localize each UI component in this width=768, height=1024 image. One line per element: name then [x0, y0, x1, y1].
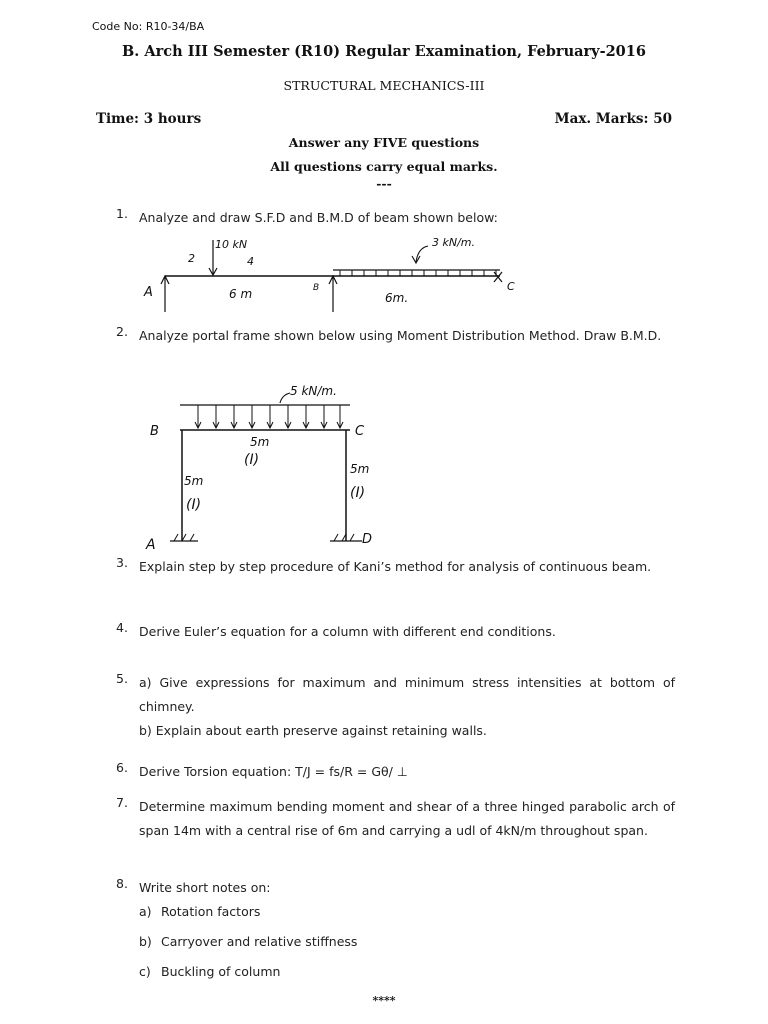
question-number: 3.: [116, 555, 128, 570]
right-column-length-label: 5m: [350, 462, 370, 476]
span-bc-label: 6m.: [385, 291, 409, 305]
exam-title: B. Arch III Semester (R10) Regular Examination, February-2016: [122, 43, 646, 60]
left-column-inertia-label: (I): [186, 497, 202, 513]
short-note-b: [139, 934, 357, 949]
distance-right-label: 4: [247, 255, 254, 268]
question-text: Analyze portal frame shown below using Moment Distribution Method. Draw B.M.D.: [139, 328, 662, 343]
question-text: Determine maximum bending moment and shear of a three hinged parabolic arch of span 14m with a central rise of 6m and carrying a udl of 4kN/m throughout span.: [139, 799, 675, 838]
right-column-inertia-label: (I): [350, 485, 366, 501]
question-number: 8.: [116, 876, 128, 891]
header-separator: ---: [376, 176, 392, 191]
question-text: Derive Euler’s equation for a column with different end conditions.: [139, 624, 556, 639]
udl-label: 3 kN/m.: [432, 236, 476, 249]
node-a-label: A: [146, 537, 156, 553]
distance-left-label: 2: [188, 252, 195, 265]
question-number: 6.: [116, 760, 128, 775]
node-b-label: B: [150, 424, 159, 439]
code-number: Code No: R10-34/BA: [92, 20, 205, 33]
question-text: a) Give expressions for maximum and minimum stress intensities at bottom of chimney.: [139, 675, 675, 714]
question-number: 4.: [116, 620, 128, 635]
support-b-label: B: [313, 283, 320, 293]
short-note-a: [139, 904, 260, 919]
time-allowed: Time: 3 hours: [96, 111, 202, 127]
support-c-label: C: [507, 280, 515, 293]
beam-diagram: [140, 232, 524, 316]
end-marker: ****: [372, 994, 396, 1007]
max-marks: Max. Marks: 50: [554, 111, 672, 127]
question-number: 5.: [116, 671, 128, 686]
item-label: a): [139, 904, 152, 919]
portal-frame-diagram: [140, 373, 394, 553]
short-note-c: [139, 964, 280, 979]
span-ab-label: 6 m: [229, 287, 253, 301]
item-label: c): [139, 964, 151, 979]
item-label: b): [139, 934, 152, 949]
question-number: 1.: [116, 206, 128, 221]
question-number: 7.: [116, 795, 128, 810]
support-a-label: A: [144, 285, 153, 300]
question-text: Write short notes on:: [139, 880, 271, 895]
item-text: Buckling of column: [161, 964, 281, 979]
question-number: 2.: [116, 324, 128, 339]
instruction-equal-marks: All questions carry equal marks.: [270, 159, 498, 174]
item-text: Carryover and relative stiffness: [161, 934, 358, 949]
left-column-length-label: 5m: [184, 474, 204, 488]
question-text: Explain step by step procedure of Kani’s method for analysis of continuous beam.: [139, 559, 652, 574]
question-text: Derive Torsion equation: T/J = fs/R = Gθ/ ⊥: [139, 764, 408, 779]
udl-leader: [280, 393, 290, 403]
question-5b: b) Explain about earth preserve against retaining walls.: [139, 723, 487, 738]
question-text: Analyze and draw S.F.D and B.M.D of beam shown below:: [139, 210, 498, 225]
node-c-label: C: [355, 424, 365, 439]
item-text: Rotation factors: [161, 904, 261, 919]
beam-length-label: 5m: [250, 435, 270, 449]
node-d-label: D: [362, 532, 373, 547]
point-load-label: 10 kN: [215, 238, 248, 251]
udl-label: 5 kN/m.: [290, 384, 337, 398]
instruction-answer-five: Answer any FIVE questions: [288, 135, 480, 150]
beam-inertia-label: (I): [244, 452, 260, 468]
subject-title: STRUCTURAL MECHANICS-III: [283, 78, 485, 93]
